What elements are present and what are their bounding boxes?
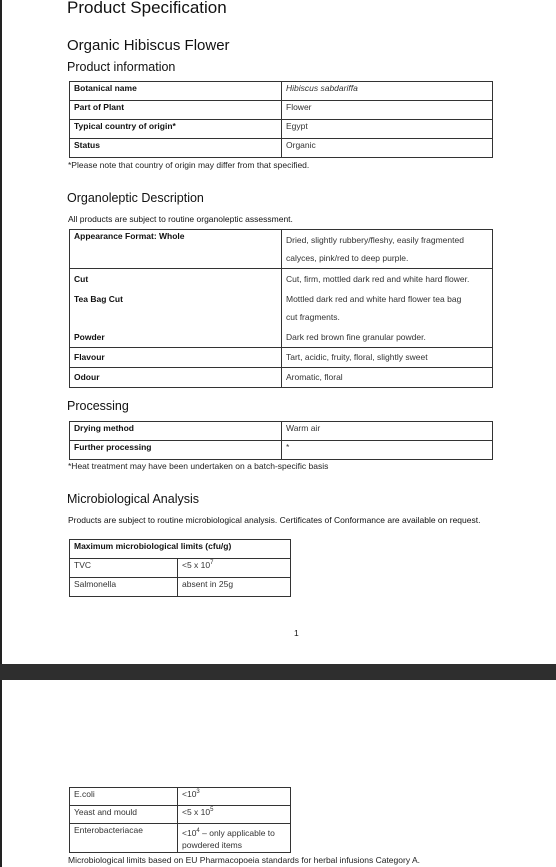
- table-row: [70, 101, 493, 120]
- document-page-2: [0, 680, 556, 867]
- value-line: Mottled dark red and white hard flower tea bag: [286, 294, 462, 304]
- table-cell-label: Further processing: [70, 441, 282, 460]
- value-line: calyces, pink/red to deep purple.: [286, 253, 409, 263]
- table-cell-value: Warm air: [282, 422, 493, 441]
- table-cell-value: [282, 230, 493, 269]
- table-cell-label: Tea Bag Cut: [70, 289, 282, 327]
- table-cell-label: Powder: [70, 327, 282, 348]
- organoleptic-table: [69, 229, 493, 388]
- table-cell-value: <5 x $10^5$: [178, 806, 291, 824]
- table-row: [70, 348, 493, 368]
- table-cell-label: Appearance Format: Whole: [70, 230, 282, 269]
- table-cell-value: [282, 289, 493, 327]
- page-number: 1: [294, 628, 299, 638]
- table-row: [70, 441, 493, 460]
- processing-footnote: *Heat treatment may have been undertaken on a batch-specific basis: [68, 461, 329, 471]
- table-header-row: [70, 540, 291, 559]
- microbiological-intro: Products are subject to routine microbiological analysis. Certificates of Conformance are available on request.: [68, 515, 481, 525]
- table-cell-label: E.coli: [70, 788, 178, 806]
- table-cell-label: Typical country of origin*: [70, 120, 282, 139]
- table-cell-label: Part of Plant: [70, 101, 282, 120]
- table-cell-label: Yeast and mould: [70, 806, 178, 824]
- table-cell-value: Dark red brown fine granular powder.: [282, 327, 493, 348]
- table-row: [70, 578, 291, 597]
- table-cell-label: Cut: [70, 269, 282, 290]
- table-row: [70, 806, 291, 824]
- table-cell-value: $<10^3$: [178, 788, 291, 806]
- table-row: [70, 269, 493, 290]
- table-row: [70, 230, 493, 269]
- processing-heading: Processing: [67, 399, 129, 413]
- table-cell-value: *: [282, 441, 493, 460]
- table-cell-value: Aromatic, floral: [282, 368, 493, 388]
- table-cell-value: Cut, firm, mottled dark red and white hard flower.: [282, 269, 493, 290]
- microbiological-heading: Microbiological Analysis: [67, 492, 200, 506]
- table-row: [70, 368, 493, 388]
- table-header: Maximum microbiological limits (cfu/g): [70, 540, 291, 559]
- table-cell-value: Organic: [282, 139, 493, 158]
- table-cell-label: Flavour: [70, 348, 282, 368]
- table-row: [70, 824, 291, 853]
- page-title: Product Specification: [67, 0, 227, 17]
- table-row: [70, 82, 493, 101]
- table-cell-value: $<10^4$ – only applicable to powdered items: [178, 824, 291, 853]
- table-cell-label: Salmonella: [70, 578, 178, 597]
- organoleptic-heading: Organoleptic Description: [67, 191, 204, 205]
- microbiological-footnote: Microbiological limits based on EU Pharmacopoeia standards for herbal infusions Category A.: [68, 855, 420, 865]
- table-row: [70, 788, 291, 806]
- table-row: [70, 120, 493, 139]
- table-cell-label: Status: [70, 139, 282, 158]
- table-cell-label: Enterobacteriacae: [70, 824, 178, 853]
- table-cell-value: Tart, acidic, fruity, floral, slightly sweet: [282, 348, 493, 368]
- value-line: cut fragments.: [286, 312, 340, 322]
- table-cell-value: <5 x $10^7$: [178, 559, 291, 578]
- origin-footnote: *Please note that country of origin may differ from that specified.: [68, 160, 310, 170]
- value-line: Dried, slightly rubbery/fleshy, easily fragmented: [286, 235, 464, 245]
- organoleptic-intro: All products are subject to routine organoleptic assessment.: [68, 214, 293, 224]
- page-separator: [0, 664, 556, 680]
- table-cell-label: TVC: [70, 559, 178, 578]
- table-row: [70, 327, 493, 348]
- table-cell-value: absent in 25g: [178, 578, 291, 597]
- product-info-table: [69, 81, 493, 158]
- microbiological-table: [69, 539, 291, 597]
- table-row: [70, 559, 291, 578]
- table-cell-value: Egypt: [282, 120, 493, 139]
- table-cell-value: Flower: [282, 101, 493, 120]
- processing-table: [69, 421, 493, 460]
- table-cell-label: Drying method: [70, 422, 282, 441]
- table-row: [70, 139, 493, 158]
- product-info-heading: Product information: [67, 60, 176, 74]
- product-name: Organic Hibiscus Flower: [67, 37, 230, 54]
- table-cell-label: Botanical name: [70, 82, 282, 101]
- table-row: [70, 422, 493, 441]
- microbiological-table-continued: [69, 787, 291, 853]
- table-cell-value: Hibiscus sabdariffa: [282, 82, 493, 101]
- table-row: [70, 289, 493, 327]
- table-cell-label: Odour: [70, 368, 282, 388]
